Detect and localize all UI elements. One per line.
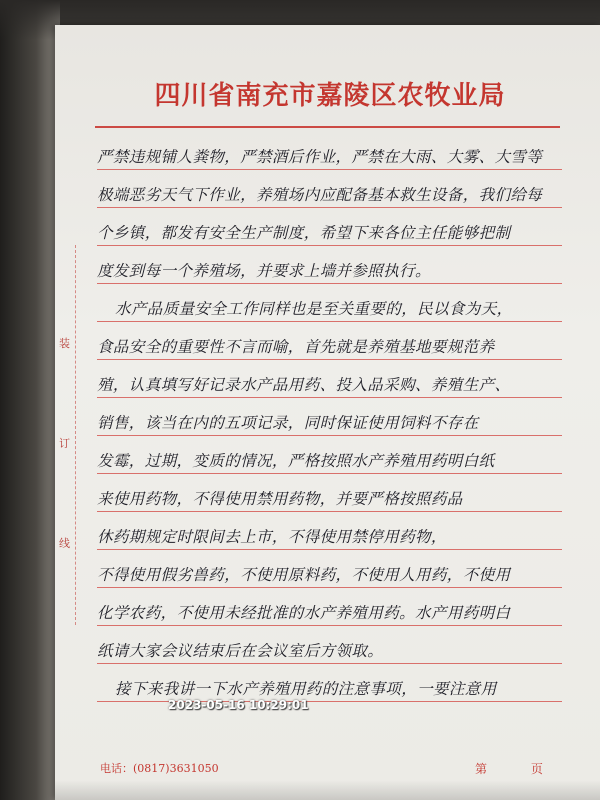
handwritten-line: 纸请大家会议结束后在会议室后方领取。 <box>97 642 384 660</box>
binding-char: 装 <box>59 337 70 350</box>
handwritten-line: 来使用药物，不得使用禁用药物，并要严格按照药品 <box>97 490 463 508</box>
handwritten-line: 极端恶劣天气下作业，养殖场内应配备基本救生设备，我们给每 <box>97 186 543 204</box>
handwritten-line: 个乡镇，都发有安全生产制度，希望下来各位主任能够把制 <box>97 224 511 242</box>
ruled-line <box>97 207 562 208</box>
ruled-line <box>97 663 562 664</box>
ruled-line <box>97 473 562 474</box>
letterhead-rule <box>95 126 560 128</box>
handwritten-line: 水产品质量安全工作同样也是至关重要的，民以食为天， <box>115 300 513 318</box>
handwritten-line: 化学农药，不使用未经批准的水产养殖用药。水产用药明白 <box>97 604 511 622</box>
binding-char: 订 <box>59 437 70 450</box>
ruled-line <box>97 359 562 360</box>
handwritten-line: 度发到每一个养殖场，并要求上墙并参照执行。 <box>97 262 431 280</box>
ruled-line <box>97 625 562 626</box>
handwritten-line: 严禁违规铺人粪物，严禁酒后作业，严禁在大雨、大雾、大雪等 <box>97 148 543 166</box>
ruled-line <box>97 701 562 702</box>
ruled-line <box>97 283 562 284</box>
ruled-line <box>97 549 562 550</box>
ruled-line <box>97 321 562 322</box>
letter-paper <box>55 25 600 800</box>
photo-timestamp: 2023-05-16 10:29:01 <box>168 698 309 712</box>
handwritten-line: 不得使用假劣兽药，不使用原料药，不使用人用药，不使用 <box>97 566 511 584</box>
ruled-line <box>97 397 562 398</box>
handwritten-line: 销售，该当在内的五项记录，同时保证使用饲料不存在 <box>97 414 479 432</box>
binding-char: 线 <box>59 537 70 550</box>
background-shadow-left <box>0 0 60 800</box>
ruled-line <box>97 511 562 512</box>
binding-margin <box>61 245 76 625</box>
handwritten-line: 休药期规定时限间去上市，不得使用禁停用药物， <box>97 528 447 546</box>
handwritten-line: 发霉，过期，变质的情况，严格按照水产养殖用药明白纸 <box>97 452 495 470</box>
ruled-line <box>97 435 562 436</box>
handwritten-line: 殖，认真填写好记录水产品用药、投入品采购、养殖生产、 <box>97 376 511 394</box>
ruled-line <box>97 245 562 246</box>
letterhead-title: 四川省南充市嘉陵区农牧业局 <box>154 81 506 111</box>
handwritten-line: 接下来我讲一下水产养殖用药的注意事项，一要注意用 <box>115 680 497 698</box>
paper-bottom-shade <box>55 780 600 800</box>
ruled-line <box>97 169 562 170</box>
footer-page-label: 第 页 <box>475 762 563 776</box>
footer-phone: 电话：(0817)3631050 <box>100 762 219 775</box>
ruled-line <box>97 587 562 588</box>
handwritten-line: 食品安全的重要性不言而喻，首先就是养殖基地要规范养 <box>97 338 495 356</box>
